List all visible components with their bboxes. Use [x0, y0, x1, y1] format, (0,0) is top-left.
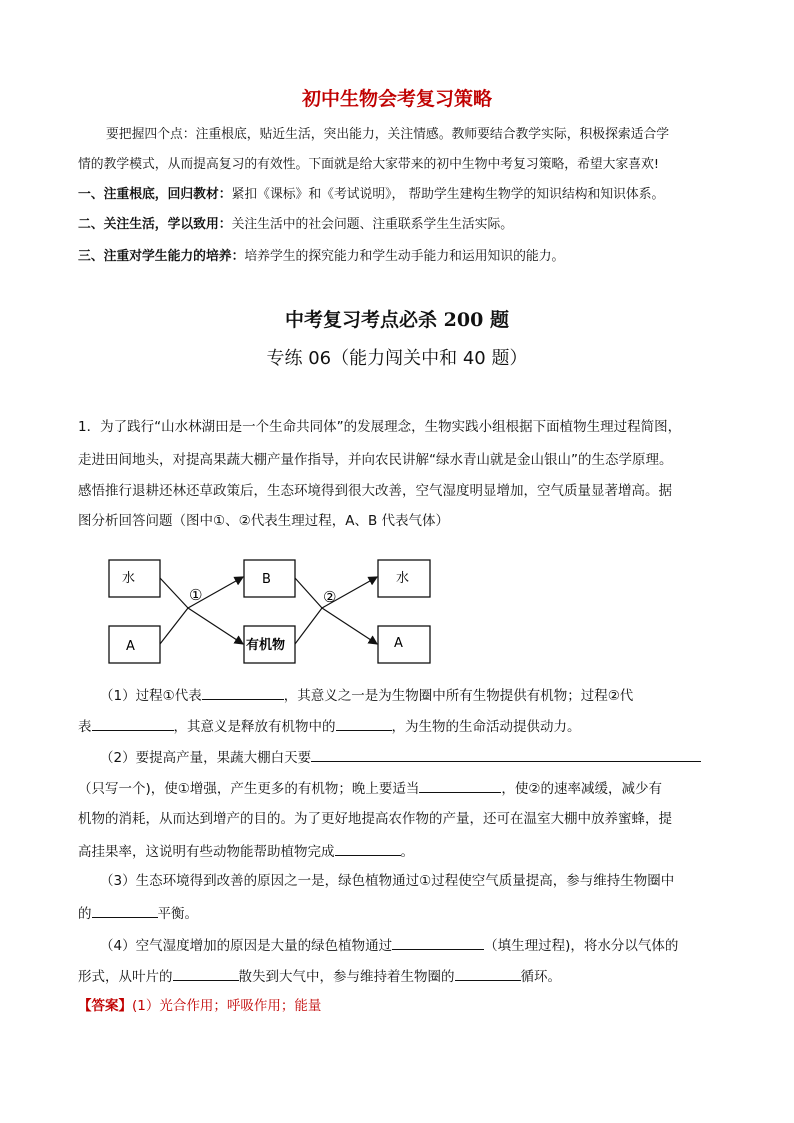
point-3: [78, 248, 564, 266]
sub-question-2-line-1: [100, 747, 701, 767]
point-2-text: 关注生活中的社会问题、注重联系学生生活实际。: [231, 217, 514, 232]
question-stem-line-2: 走进田间地头，对提高果蔬大棚产量作指导，并向农民讲解“绿水青山就是金山银山”的生态学原理。: [78, 452, 673, 468]
label-b: B: [262, 572, 271, 587]
arrow-p1-to-organic: [188, 608, 243, 644]
text: 平衡。: [157, 906, 198, 922]
line-b-to-p2: [295, 578, 322, 608]
line-organic-to-p2: [295, 608, 322, 644]
sub-question-1-line-2: [78, 716, 581, 736]
point-2-label: 二、关注生活，学以致用：: [78, 217, 232, 232]
answer-line: [78, 997, 321, 1015]
answer-blank: [392, 935, 484, 950]
text: （填生理过程)，将水分以气体的: [484, 938, 679, 954]
label-process-2: ②: [323, 588, 337, 606]
text: （4）空气湿度增加的原因是大量的绿色植物通过: [100, 938, 393, 954]
section-subtitle: 专练 06（能力闯关中和 40 题）: [266, 348, 528, 369]
point-1-text: 紧扣《课标》和《考试说明》， 帮助学生建构生物学的知识结构和知识体系。: [231, 187, 665, 202]
answer-blank: [335, 841, 401, 856]
text: ，使②的速率减缓，减少有: [501, 781, 662, 797]
text: 形式，从叶片的: [78, 969, 173, 985]
answer-blank: [173, 966, 239, 981]
point-3-text: 培养学生的探究能力和学生动手能力和运用知识的能力。: [244, 249, 565, 264]
sub-question-4-line-2: [78, 966, 561, 986]
answer-blank: [311, 747, 701, 762]
point-3-label: 三、注重对学生能力的培养：: [78, 249, 245, 264]
sub-question-2-line-2: [78, 778, 662, 798]
answer-blank: [92, 903, 158, 918]
section-title: 中考复习考点必杀 200 题: [285, 309, 509, 331]
intro-line-2: 情的教学模式，从而提高复习的有效性。下面就是给大家带来的初中生物中考复习策略，希望大家喜欢!: [78, 157, 659, 172]
question-stem-line-1: 1．为了践行“山水林湖田是一个生命共同体”的发展理念，生物实践小组根据下面植物生理过程简图，: [78, 419, 682, 435]
sub-question-2-line-3: 机物的消耗，从而达到增产的目的。为了更好地提高农作物的产量，还可在温室大棚中放养蜜蜂，提: [78, 811, 672, 827]
intro-line-1: 要把握四个点：注重根底，贴近生活，突出能力，关注情感。教师要结合教学实际，积极探索适合学: [106, 127, 670, 142]
text: ，其意义之一是为生物圈中所有生物提供有机物；过程②代: [283, 688, 634, 704]
text: （2）要提高产量，果蔬大棚白天要: [100, 750, 312, 766]
sub-question-2-line-4: [78, 841, 414, 861]
sub-question-3-line-2: [78, 903, 198, 923]
text: （1）过程①代表: [100, 688, 202, 704]
sub-question-4-line-1: [100, 935, 678, 955]
answer-blank: [92, 716, 174, 731]
question-stem-line-3: 感悟推行退耕还林还草政策后，生态环境得到很大改善，空气湿度明显增加，空气质量显著增高。据: [78, 483, 672, 499]
box-a-right: [378, 626, 430, 663]
arrow-p2-to-a: [322, 608, 377, 644]
text: ，为生物的生命活动提供动力。: [391, 719, 581, 735]
point-1: [78, 186, 664, 204]
answer-tag: 【答案】: [78, 998, 132, 1014]
answer-text: (1）光合作用；呼吸作用；能量: [132, 998, 322, 1014]
line-a-to-p1: [160, 608, 188, 644]
sub-question-3-line-1: （3）生态环境得到改善的原因之一是，绿色植物通过①过程使空气质量提高，参与维持生物圈中: [100, 873, 675, 889]
sub-question-1-line-1: [100, 685, 633, 705]
answer-blank: [455, 966, 521, 981]
label-a-left: A: [126, 639, 135, 654]
label-a-right: A: [394, 636, 403, 651]
process-diagram: [0, 540, 794, 675]
text: 的: [78, 906, 92, 922]
point-1-label: 一、注重根底，回归教材：: [78, 187, 232, 202]
answer-blank: [202, 685, 284, 700]
label-water-right: 水: [396, 571, 410, 586]
text: 。: [400, 844, 414, 860]
text: 循环。: [520, 969, 561, 985]
text: 表: [78, 719, 92, 735]
answer-blank: [336, 716, 392, 731]
text: 散失到大气中，参与维持着生物圈的: [238, 969, 455, 985]
text: ，其意义是释放有机物中的: [173, 719, 336, 735]
text: 高挂果率，这说明有些动物能帮助植物完成: [78, 844, 335, 860]
text: （只写一个)，使①增强，产生更多的有机物；晚上要适当: [78, 781, 420, 797]
label-process-1: ①: [189, 586, 203, 604]
answer-blank: [419, 778, 501, 793]
document-title: 初中生物会考复习策略: [301, 88, 492, 110]
point-2: [78, 216, 513, 234]
question-stem-line-4: 图分析回答问题（图中①、②代表生理过程，A、B 代表气体）: [78, 513, 449, 529]
label-organic: 有机物: [246, 638, 286, 653]
line-water-to-p1: [160, 578, 188, 608]
label-water-left: 水: [122, 571, 136, 586]
